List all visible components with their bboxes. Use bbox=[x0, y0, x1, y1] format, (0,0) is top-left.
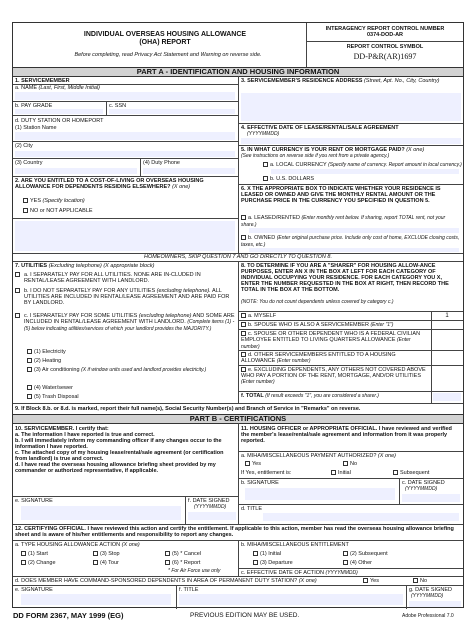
entitlement-initial[interactable]: (1) Initial bbox=[253, 551, 281, 557]
entitlement-departure-checkbox[interactable] bbox=[253, 560, 258, 565]
start-checkbox[interactable] bbox=[21, 551, 26, 556]
utility-air-conditioning[interactable]: (3) Air conditioning (X if window units used and landlord provides electricity.) bbox=[27, 367, 235, 374]
action-cancel[interactable]: (5) * Cancel bbox=[165, 551, 201, 557]
field-11a-if: If Yes, entitlement is: bbox=[241, 470, 292, 476]
homeowners-note: HOMEOWNERS, SKIP QUESTION 7 AND GO DIRECTLY TO QUESTION 8. bbox=[143, 254, 333, 260]
utilities-some-checkbox[interactable] bbox=[15, 313, 20, 318]
sponsored-yes-checkbox[interactable] bbox=[363, 578, 368, 583]
owned-checkbox[interactable] bbox=[241, 235, 246, 240]
country-input[interactable] bbox=[15, 168, 137, 174]
field-12a-label: a. TYPE HOUSING ALLOWANCE ACTION (X one) bbox=[15, 542, 140, 548]
part-a-heading: PART A - IDENTIFICATION AND HOUSING INFORMATION bbox=[13, 67, 463, 77]
field-8a[interactable]: a. MYSELF bbox=[241, 313, 276, 319]
utility-heating[interactable]: (2) Heating bbox=[27, 358, 61, 364]
field-1a-label: a. NAME (Last, First, Middle Initial) bbox=[15, 85, 100, 91]
no-checkbox[interactable] bbox=[23, 208, 28, 213]
entitlement-subsequent[interactable]: (2) Subsequent bbox=[343, 551, 388, 557]
field-1d-label: d. DUTY STATION OR HOMEPORT bbox=[15, 118, 104, 124]
others-checkbox[interactable] bbox=[241, 367, 246, 372]
miha-initial-checkbox[interactable] bbox=[331, 470, 336, 475]
housing-officer-title-input[interactable] bbox=[263, 513, 459, 521]
sharer-total-input[interactable] bbox=[433, 393, 461, 401]
entitlement-other-checkbox[interactable] bbox=[343, 560, 348, 565]
field-2-yes[interactable]: YES (Specify location) bbox=[23, 198, 85, 204]
city-input[interactable] bbox=[15, 151, 235, 157]
field-11a-label: a. MIHA/MISCELLANEOUS PAYMENT AUTHORIZED? (X one) bbox=[241, 453, 396, 459]
spouse-civilian-checkbox[interactable] bbox=[241, 331, 246, 336]
field-1-label: 1. SERVICEMEMBER bbox=[15, 78, 70, 84]
leased-checkbox[interactable] bbox=[241, 215, 246, 220]
field-8f: f. TOTAL (If result exceeds "1", you are considered a sharer.) bbox=[241, 393, 379, 399]
field-12f-label: f. TITLE bbox=[179, 587, 199, 593]
field-2-no[interactable]: NO or NOT APPLICABLE bbox=[23, 208, 93, 214]
action-start[interactable]: (1) Start bbox=[21, 551, 48, 557]
air-conditioning-checkbox[interactable] bbox=[27, 367, 32, 372]
field-11b-label: b. SIGNATURE bbox=[241, 480, 279, 486]
certifying-title-input[interactable] bbox=[179, 594, 403, 605]
title-line-1: INDIVIDUAL OVERSEAS HOUSING ALLOWANCE bbox=[83, 31, 247, 38]
field-12g-label: g. DATE SIGNED bbox=[409, 587, 452, 593]
part-b-heading: PART B - CERTIFICATIONS bbox=[13, 414, 463, 424]
field-6b[interactable]: b. OWNED (Enter original purchase price. Include only cost of home, EXCLUDE closing costs, taxes, etc.) bbox=[241, 235, 460, 248]
utility-trash[interactable]: (5) Trash Disposal bbox=[27, 394, 79, 400]
local-currency-checkbox[interactable] bbox=[263, 162, 268, 167]
producer-note: Adobe Professional 7.0 bbox=[402, 613, 454, 619]
rc-symbol-label: REPORT CONTROL SYMBOL bbox=[346, 44, 424, 50]
field-2-label: 2. ARE YOU ENTITLED TO A COST-OF-LIVING OR OVERSEAS HOUSING ALLOWANCE FOR DEPENDENTS RESIDING ELSEWHERE? (X one) bbox=[15, 178, 204, 190]
us-dollars-checkbox[interactable] bbox=[263, 176, 268, 181]
lease-date-input[interactable] bbox=[241, 138, 461, 144]
field-10-block: 10. SERVICEMEMBER. I certify that: a. The information I have reported is true and correct. b. I will immediately inform my commanding officer if any changes occur to the information I have reported. c. The attached copy of my housing lease/rental/sale agreement (or certification from landlord) is true and correct. d. I have read the overseas housing allowance briefing sheet provided by my commander or authorized representative, if applicable. bbox=[15, 426, 224, 474]
spouse-servicemember-checkbox[interactable] bbox=[241, 322, 246, 327]
sponsored-no-checkbox[interactable] bbox=[413, 578, 418, 583]
miha-no[interactable]: No bbox=[343, 461, 357, 467]
entitlement-subsequent-checkbox[interactable] bbox=[343, 551, 348, 556]
field-8e[interactable]: e. EXCLUDING DEPENDENTS, ANY OTHERS NOT COVERED ABOVE WHO PAY A PORTION OF THE RENT, MORTGAGE, AND/OR UTILITIES (Enter number) bbox=[241, 367, 426, 385]
utilities-none-checkbox[interactable] bbox=[15, 288, 20, 293]
interagency-rc-number: 0374-DOD-AR bbox=[366, 32, 404, 38]
dependents-location-input[interactable] bbox=[15, 221, 235, 251]
field-7b[interactable]: b. I DO NOT SEPARATELY PAY FOR ANY UTILITIES (excluding telephone). ALL UTILITIES ARE INCLUDED IN RENTAL/LEASE AGREEMENT AND ARE PAID FOR BY LANDLORD. bbox=[15, 288, 235, 306]
form-subtitle: Before completing, read Privacy Act Statement and Warning on reverse side. bbox=[74, 52, 262, 58]
field-8b[interactable]: b. SPOUSE WHO IS ALSO A SERVICEMEMBER (Enter "1") bbox=[241, 322, 429, 329]
interagency-rc-label: INTERAGENCY REPORT CONTROL NUMBER bbox=[325, 26, 445, 32]
change-checkbox[interactable] bbox=[21, 560, 26, 565]
field-10f-format: (YYYYMMDD) bbox=[194, 504, 227, 510]
field-8c[interactable]: c. SPOUSE OR OTHER DEPENDENT WHO IS A FEDERAL CIVILIAN EMPLOYEE ENTITLED TO LIVING QUARTERS ALLOWANCE (Enter number) bbox=[241, 331, 421, 350]
heating-checkbox[interactable] bbox=[27, 358, 32, 363]
myself-checkbox[interactable] bbox=[241, 313, 246, 318]
certifying-date-input[interactable] bbox=[409, 601, 461, 607]
action-tour[interactable]: (4) Tour bbox=[93, 560, 119, 566]
action-change[interactable]: (2) Change bbox=[21, 560, 56, 566]
miha-subsequent-checkbox[interactable] bbox=[393, 470, 398, 475]
miha-yes-checkbox[interactable] bbox=[245, 461, 250, 466]
field-6-label: 6. X THE APPROPRIATE BOX TO INDICATE WHETHER YOUR RESIDENCE IS LEASED OR OWNED AND GIVE THE MONTHLY RENTAL AMOUNT OR THE PURCHASE PRICE IN THE CURRENCY YOU SPECIFIED IN QUESTION 5. bbox=[241, 186, 441, 204]
field-10f-label: f. DATE SIGNED bbox=[188, 498, 230, 504]
action-report[interactable]: (6) * Report bbox=[165, 560, 200, 566]
field-12e-label: e. SIGNATURE bbox=[15, 587, 53, 593]
utilities-all-checkbox[interactable] bbox=[15, 272, 20, 277]
other-servicemembers-checkbox[interactable] bbox=[241, 352, 246, 357]
pay-grade-input[interactable] bbox=[15, 109, 103, 114]
field-12b-label: b. MIHA/MISCELLANEOUS ENTITLEMENT bbox=[241, 542, 349, 548]
myself-count: 1 bbox=[445, 313, 449, 319]
certifying-signature-input[interactable] bbox=[21, 594, 171, 605]
duty-phone-input[interactable] bbox=[143, 168, 235, 174]
sponsored-yes[interactable]: Yes bbox=[363, 578, 379, 584]
station-name-input[interactable] bbox=[15, 132, 235, 140]
miha-no-checkbox[interactable] bbox=[343, 461, 348, 466]
field-1d4-label: (4) Duty Phone bbox=[143, 160, 180, 166]
tour-checkbox[interactable] bbox=[93, 560, 98, 565]
field-7-label: 7. UTILITIES (Excluding telephone) (X appropriate block) bbox=[15, 263, 155, 269]
report-checkbox[interactable] bbox=[165, 560, 170, 565]
field-1c-label: c. SSN bbox=[109, 103, 127, 109]
field-12c-label: c. EFFECTIVE DATE OF ACTION (YYYYMMDD) bbox=[241, 570, 358, 576]
field-11c-format: (YYYYMMDD) bbox=[405, 486, 438, 492]
miha-subsequent[interactable]: Subsequent bbox=[393, 470, 429, 476]
field-7a[interactable]: a. I SEPARATELY PAY FOR ALL UTILITIES. NONE ARE IN-CLUDED IN RENTAL/LEASE AGREEMENT WITH LANDLORD. bbox=[15, 272, 235, 284]
action-stop[interactable]: (3) Stop bbox=[93, 551, 120, 557]
rc-symbol-value: DD-P&R(AR)1697 bbox=[353, 52, 417, 61]
form-title bbox=[65, 31, 265, 46]
field-12g-format: (YYYYMMDD) bbox=[411, 593, 444, 599]
stop-checkbox[interactable] bbox=[93, 551, 98, 556]
name-input[interactable] bbox=[15, 92, 235, 100]
yes-checkbox[interactable] bbox=[23, 198, 28, 203]
field-4-format: (YYYYMMDD) bbox=[247, 131, 280, 137]
field-1d1-label: (1) Station Name bbox=[15, 125, 57, 131]
utility-water[interactable]: (4) Water/sewer bbox=[27, 385, 73, 391]
field-1b-label: b. PAY GRADE bbox=[15, 103, 53, 109]
residence-address-input[interactable] bbox=[241, 93, 461, 121]
field-7c[interactable]: c. I SEPARATELY PAY FOR SOME UTILITIES (excluding telephone) AND SOME ARE INCLUDED IN RENTAL/LEASE AGREEMENT WITH LANDLORD. (Complete items (1) - (5) below indicating utilities/services of which your landlord provides the MAJORITY.) bbox=[15, 313, 235, 332]
local-currency-input[interactable] bbox=[271, 169, 459, 174]
purchase-price-input[interactable] bbox=[249, 248, 459, 252]
field-12d-label: d. DOES MEMBER HAVE COMMAND-SPONSORED DEPENDENTS IN AREA OF PERMANENT DUTY STATION? (X one) bbox=[15, 578, 317, 584]
field-5-note: (See instructions on reverse side if you rent from a private agency.) bbox=[241, 153, 390, 159]
entitlement-initial-checkbox[interactable] bbox=[253, 551, 258, 556]
report-control-block bbox=[309, 26, 461, 38]
sponsored-no[interactable]: No bbox=[413, 578, 427, 584]
ssn-input[interactable] bbox=[109, 109, 235, 114]
air-force-note: * For Air Force use only bbox=[168, 568, 221, 574]
miha-yes[interactable]: Yes bbox=[245, 461, 261, 467]
entitlement-departure[interactable]: (3) Departure bbox=[253, 560, 293, 566]
previous-edition-note: PREVIOUS EDITION MAY BE USED. bbox=[190, 612, 300, 619]
field-1d3-label: (3) Country bbox=[15, 160, 43, 166]
field-1d2-label: (2) City bbox=[15, 143, 33, 149]
field-11c-label: c. DATE SIGNED bbox=[402, 480, 445, 486]
electricity-checkbox[interactable] bbox=[27, 349, 32, 354]
field-12-block: 12. CERTIFYING OFFICIAL. I have reviewed this action and certify the entitlement. If applicable to this action, member has read the overseas housing allowance briefing sheet and is aware of his/her entitlements and responsibility to report any changes. bbox=[15, 526, 454, 538]
miha-initial[interactable]: Initial bbox=[331, 470, 351, 476]
field-6a[interactable]: a. LEASED/RENTED (Enter monthly rent below. If sharing, report TOTAL rent, not your share.) bbox=[241, 215, 446, 228]
entitlement-other[interactable]: (4) Other bbox=[343, 560, 372, 566]
utility-electricity[interactable]: (1) Electricity bbox=[27, 349, 66, 355]
field-10e-label: e. SIGNATURE bbox=[15, 498, 53, 504]
servicemember-date-input[interactable] bbox=[188, 512, 236, 520]
housing-officer-date-input[interactable] bbox=[402, 494, 460, 502]
form-number: DD FORM 2367, MAY 1999 (EG) bbox=[13, 611, 124, 620]
cancel-checkbox[interactable] bbox=[165, 551, 170, 556]
title-line-2: (OHA) REPORT bbox=[139, 38, 191, 46]
oha-report-form bbox=[12, 22, 464, 608]
field-5b[interactable]: b. U.S. DOLLARS bbox=[263, 176, 314, 182]
trash-checkbox[interactable] bbox=[27, 394, 32, 399]
servicemember-signature-input[interactable] bbox=[21, 506, 181, 520]
housing-officer-signature-input[interactable] bbox=[245, 488, 395, 500]
field-8-note: (NOTE: You do not count dependents unless covered by category c.) bbox=[241, 299, 394, 305]
field-4-label: 4. EFFECTIVE DATE OF LEASE/RENTAL/SALE AGREEMENT bbox=[241, 125, 399, 131]
field-11-block: 11. HOUSING OFFICER or APPROPRIATE OFFICIAL. I have reviewed and verified the member's lease/rental/sale agreement and information from it was properly reported. bbox=[241, 426, 452, 444]
field-5a[interactable]: a. LOCAL CURRENCY (Specify name of currency. Report amount in local currency.) bbox=[263, 162, 462, 169]
field-8d[interactable]: d. OTHER SERVICEMEMBERS ENTITLED TO A HOUSING ALLOWANCE (Enter number) bbox=[241, 352, 396, 364]
field-9-note: 9. If Block 8.b. or 8.d. is marked, report their full name(s), Social Security Number(s) and Branch of Service in "Remarks" on reverse. bbox=[15, 406, 361, 412]
field-3-label: 3. SERVICEMEMBER'S RESIDENCE ADDRESS (Street, Apt. No., City, Country) bbox=[241, 78, 440, 84]
field-11d-label: d. TITLE bbox=[241, 506, 262, 512]
field-5-label: 5. IN WHAT CURRENCY IS YOUR RENT OR MORTGAGE PAID? (X one) bbox=[241, 147, 425, 153]
field-8-label: 8. TO DETERMINE IF YOU ARE A "SHARER" FOR HOUSING ALLOW-ANCE PURPOSES, ENTER AN X IN THE BOX AT LEFT FOR EACH CATEGORY OF INDIVIDUAL OCCUPYING YOUR RESIDENCE. FOR EACH CATEGORY YOU X, ENTER THE NUMBER REQUESTED IN THE BOX AT RIGHT, THEN RECORD THE TOTAL IN THE BOX AT THE BOTTOM. bbox=[241, 263, 449, 293]
monthly-rent-input[interactable] bbox=[249, 228, 459, 233]
water-checkbox[interactable] bbox=[27, 385, 32, 390]
